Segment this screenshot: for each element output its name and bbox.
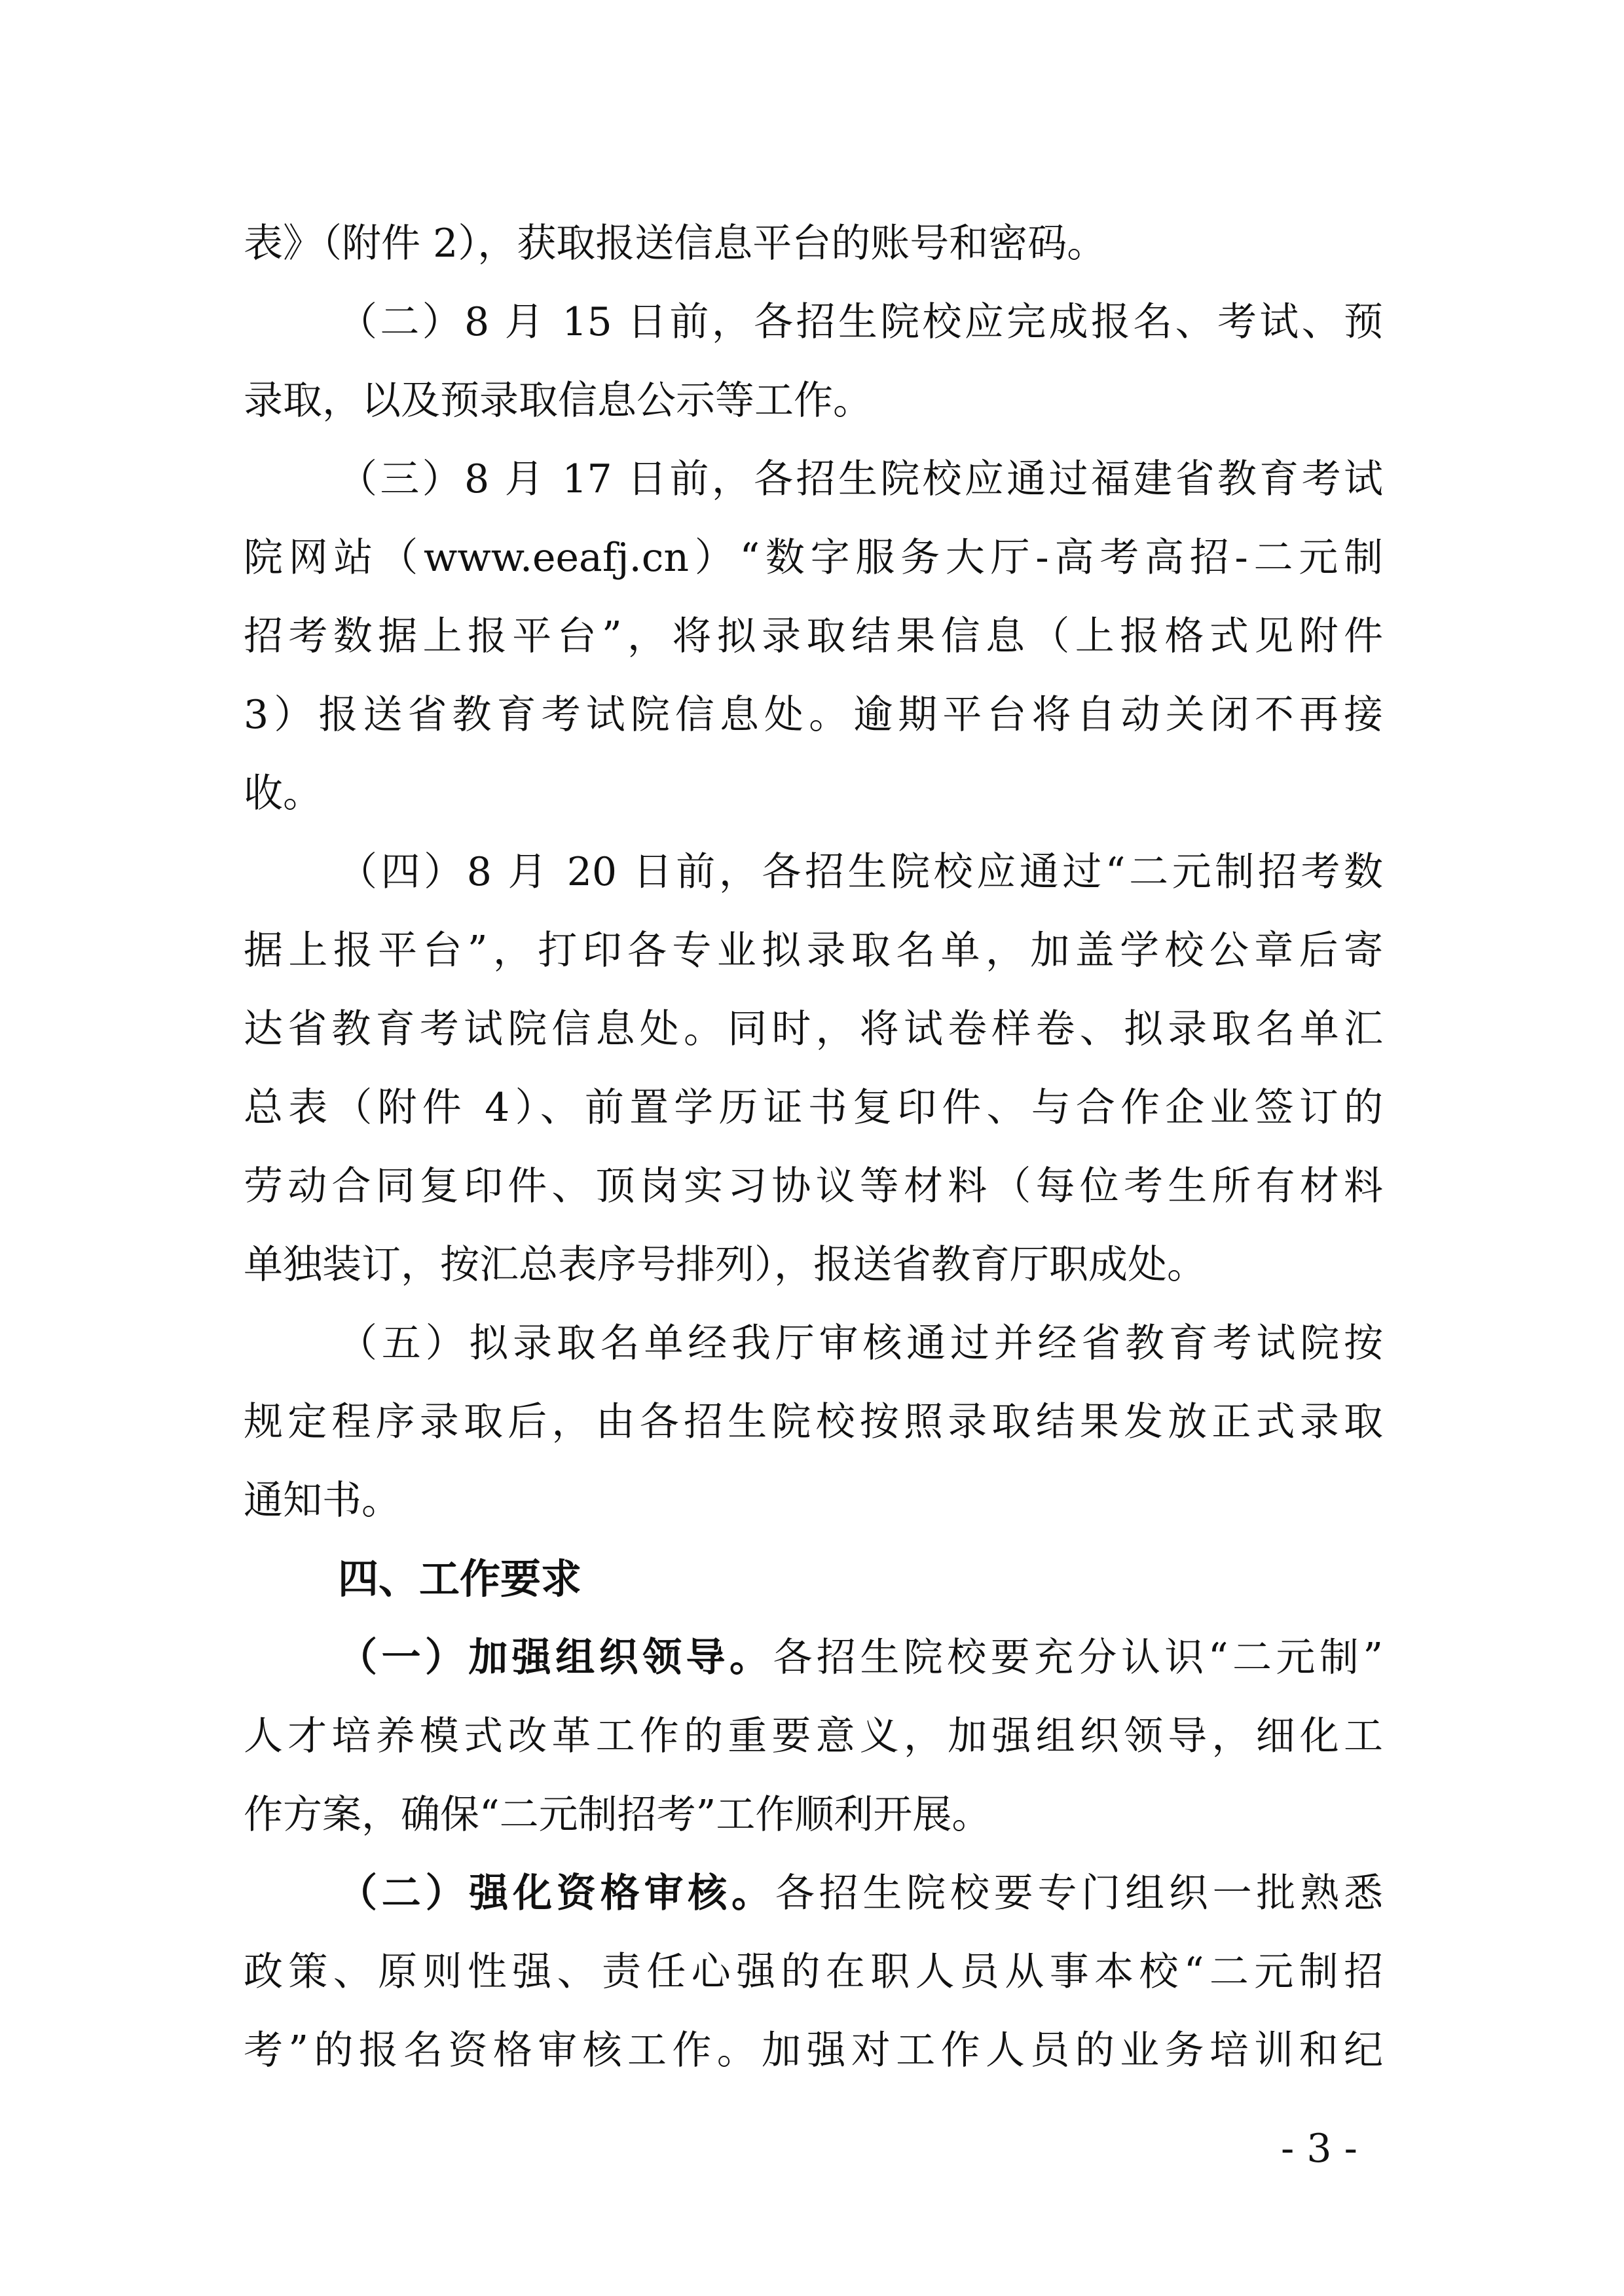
requirement-text: 各招生院校要充分认识“二元制”	[773, 1635, 1383, 1681]
paragraph-line: （五）拟录取名单经我厅审核通过并经省教育考试院按	[338, 1321, 1383, 1366]
requirement-lead: （一）加强组织领导。	[338, 1635, 773, 1681]
paragraph-line: 院网站（www.eeafj.cn）“数字服务大厅-高考高招-二元制	[244, 535, 1383, 581]
requirement-line	[338, 1630, 1383, 1685]
requirement-lead: （二）强化资格审核。	[338, 1870, 775, 1916]
paragraph-line: 表》（附件 2），获取报送信息平台的账号和密码。	[244, 221, 1107, 266]
paragraph-line: 招考数据上报平台”，将拟录取结果信息（上报格式见附件	[244, 613, 1383, 659]
paragraph-line: 3）报送省教育考试院信息处。逾期平台将自动关闭不再接	[244, 692, 1383, 738]
paragraph-line: 规定程序录取后，由各招生院校按照录取结果发放正式录取	[244, 1399, 1383, 1445]
paragraph-line: 作方案，确保“二元制招考”工作顺利开展。	[244, 1792, 991, 1838]
paragraph-line: 单独装订，按汇总表序号排列），报送省教育厅职成处。	[244, 1242, 1206, 1288]
paragraph-line: 人才培养模式改革工作的重要意义，加强组织领导，细化工	[244, 1713, 1383, 1759]
page-number: - 3 -	[1281, 2126, 1357, 2172]
requirement-line	[338, 1866, 1383, 1921]
paragraph-line: 考”的报名资格审核工作。加强对工作人员的业务培训和纪	[244, 2028, 1383, 2073]
paragraph-line: （二）8 月 15 日前，各招生院校应完成报名、考试、预	[338, 299, 1383, 345]
requirement-text: 各招生院校要专门组织一批熟悉	[775, 1870, 1384, 1916]
paragraph-line: 收。	[244, 771, 322, 816]
paragraph-line: 达省教育考试院信息处。同时，将试卷样卷、拟录取名单汇	[244, 1006, 1383, 1052]
paragraph-line: 总表（附件 4）、前置学历证书复印件、与合作企业签订的	[244, 1085, 1383, 1131]
paragraph-line: 通知书。	[244, 1478, 401, 1523]
paragraph-line: 政策、原则性强、责任心强的在职人员从事本校“二元制招	[244, 1949, 1383, 1995]
section-heading: 四、工作要求	[338, 1555, 582, 1603]
paragraph-line: 录取，以及预录取信息公示等工作。	[244, 378, 872, 424]
paragraph-line: 据上报平台”，打印各专业拟录取名单，加盖学校公章后寄	[244, 928, 1383, 974]
paragraph-line: （三）8 月 17 日前，各招生院校应通过福建省教育考试	[338, 456, 1383, 502]
paragraph-line: （四）8 月 20 日前，各招生院校应通过“二元制招考数	[338, 849, 1383, 895]
paragraph-line: 劳动合同复印件、顶岗实习协议等材料（每位考生所有材料	[244, 1163, 1383, 1209]
